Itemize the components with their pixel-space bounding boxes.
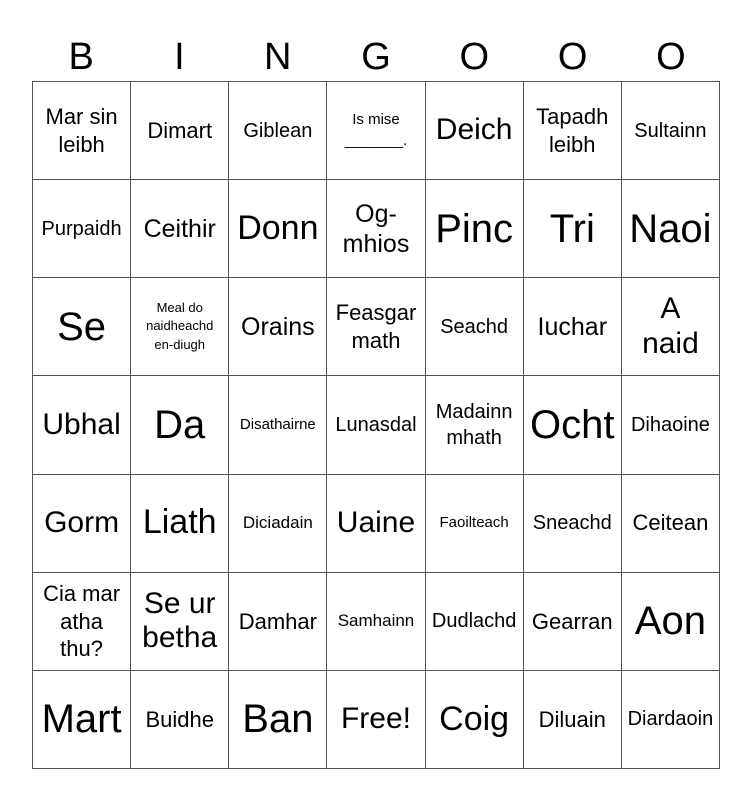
- bingo-cell[interactable]: Giblean: [229, 82, 327, 180]
- bingo-cell[interactable]: Dimart: [131, 82, 229, 180]
- header-letter: O: [459, 36, 490, 78]
- header-letter: G: [361, 36, 391, 78]
- bingo-header: [32, 34, 720, 80]
- bingo-cell[interactable]: Madainn mhath: [426, 376, 524, 474]
- header-letter: O: [557, 36, 588, 78]
- bingo-cell[interactable]: Ban: [229, 671, 327, 769]
- bingo-cell[interactable]: Deich: [426, 82, 524, 180]
- bingo-cell[interactable]: Seachd: [426, 278, 524, 376]
- bingo-cell[interactable]: Diardaoin: [622, 671, 720, 769]
- bingo-cell[interactable]: Orains: [229, 278, 327, 376]
- bingo-cell[interactable]: A naid: [622, 278, 720, 376]
- bingo-cell[interactable]: Damhar: [229, 573, 327, 671]
- bingo-cell[interactable]: Feasgar math: [327, 278, 425, 376]
- bingo-cell[interactable]: Ocht: [524, 376, 622, 474]
- bingo-cell[interactable]: Purpaidh: [33, 180, 131, 278]
- bingo-cell[interactable]: Liath: [131, 475, 229, 573]
- bingo-cell[interactable]: Coig: [426, 671, 524, 769]
- bingo-cell[interactable]: Aon: [622, 573, 720, 671]
- free-space-cell[interactable]: Free!: [327, 671, 425, 769]
- bingo-cell[interactable]: Cia mar atha thu?: [33, 573, 131, 671]
- bingo-cell[interactable]: Ubhal: [33, 376, 131, 474]
- bingo-cell[interactable]: Tapadh leibh: [524, 82, 622, 180]
- bingo-cell[interactable]: Sultainn: [622, 82, 720, 180]
- bingo-cell[interactable]: Sneachd: [524, 475, 622, 573]
- bingo-cell[interactable]: Mar sin leibh: [33, 82, 131, 180]
- bingo-cell[interactable]: Mart: [33, 671, 131, 769]
- bingo-cell[interactable]: Disathairne: [229, 376, 327, 474]
- bingo-cell[interactable]: Diciadain: [229, 475, 327, 573]
- bingo-cell[interactable]: Lunasdal: [327, 376, 425, 474]
- bingo-cell[interactable]: Ceitean: [622, 475, 720, 573]
- bingo-cell[interactable]: Is mise _______.: [327, 82, 425, 180]
- bingo-cell[interactable]: Samhainn: [327, 573, 425, 671]
- bingo-cell[interactable]: Se: [33, 278, 131, 376]
- bingo-cell[interactable]: Pinc: [426, 180, 524, 278]
- bingo-cell[interactable]: Uaine: [327, 475, 425, 573]
- bingo-cell[interactable]: Dudlachd: [426, 573, 524, 671]
- header-letter: N: [264, 36, 292, 78]
- header-letter: I: [174, 36, 185, 78]
- bingo-cell[interactable]: Ceithir: [131, 180, 229, 278]
- bingo-cell[interactable]: Meal do naidheachd en-diugh: [131, 278, 229, 376]
- bingo-cell[interactable]: Da: [131, 376, 229, 474]
- header-letter: O: [656, 36, 686, 78]
- bingo-cell[interactable]: Faoilteach: [426, 475, 524, 573]
- bingo-cell[interactable]: Tri: [524, 180, 622, 278]
- bingo-cell[interactable]: Naoi: [622, 180, 720, 278]
- bingo-cell[interactable]: Donn: [229, 180, 327, 278]
- bingo-cell[interactable]: Se ur betha: [131, 573, 229, 671]
- bingo-cell[interactable]: Dihaoine: [622, 376, 720, 474]
- bingo-cell[interactable]: Iuchar: [524, 278, 622, 376]
- bingo-cell[interactable]: Diluain: [524, 671, 622, 769]
- bingo-cell[interactable]: Og- mhios: [327, 180, 425, 278]
- header-letter: B: [68, 36, 94, 78]
- bingo-board: [32, 81, 720, 769]
- bingo-cell[interactable]: Gearran: [524, 573, 622, 671]
- bingo-cell[interactable]: Gorm: [33, 475, 131, 573]
- bingo-cell[interactable]: Buidhe: [131, 671, 229, 769]
